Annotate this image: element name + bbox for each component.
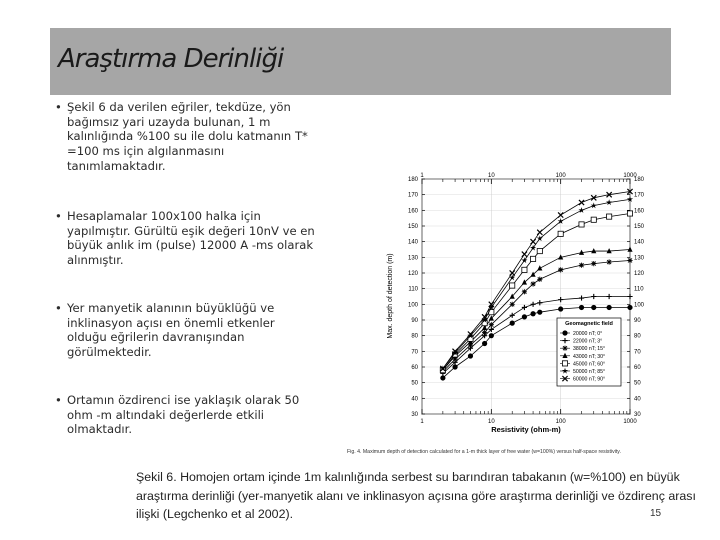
page-number: 15 xyxy=(650,508,662,519)
bullet-text: Şekil 6 da verilen eğriler, tekdüze, yön bağımsız yari uzayda bulunan, 1 m kalınlığında %100 su ile dolu katmanın T* =100 ms için algılanmasını tanımlamaktadır. xyxy=(67,100,308,173)
data-point xyxy=(489,333,494,338)
figure-caption: Fig. 4. Maximum depth of detection calculated for a 1-m thick layer of free water (w=100%) versus half-space resistivity. xyxy=(347,449,621,455)
data-point xyxy=(522,279,527,284)
legend-label: 45000 nT; 60° xyxy=(573,361,606,368)
data-point xyxy=(579,263,584,268)
data-point xyxy=(510,302,515,307)
data-point xyxy=(537,310,542,315)
bullet-dot-icon: • xyxy=(55,100,62,114)
bullet-dot-icon: • xyxy=(55,301,62,315)
x-tick-label-bottom: 100 xyxy=(555,419,566,425)
bullet-text: Hesaplamalar 100x100 halka için yapılmıştır. Gürültü eşik değeri 10nV ve en büyük anlık im (pulse) 12000 A -ms olarak alınmıştır. xyxy=(67,209,315,268)
bullet-dot-icon: • xyxy=(55,209,62,223)
y-tick-label-left: 130 xyxy=(407,255,418,262)
x-tick-label-top: 100 xyxy=(555,173,566,179)
data-point xyxy=(578,207,584,213)
y-tick-label-left: 80 xyxy=(411,333,418,340)
data-point xyxy=(558,297,563,302)
data-point xyxy=(489,322,494,327)
y-tick-label-right: 110 xyxy=(634,286,644,293)
data-point xyxy=(522,252,527,257)
data-point xyxy=(537,277,542,282)
data-point xyxy=(482,341,487,346)
data-point xyxy=(530,256,535,261)
y-tick-label-left: 140 xyxy=(407,239,418,246)
bullet-text: Yer manyetik alanının büyüklüğü ve inklinasyon açısı en önemli etkenler olduğu eğrilerin davranışından görülmektedir. xyxy=(67,301,275,360)
slide-title: Araştırma Derinliği xyxy=(58,44,284,74)
data-point xyxy=(468,353,473,358)
y-tick-label-left: 180 xyxy=(407,177,418,183)
title-bar xyxy=(50,28,671,95)
data-point xyxy=(510,313,515,318)
legend-marker xyxy=(562,330,567,335)
data-point xyxy=(537,248,542,253)
data-point xyxy=(522,314,527,319)
y-tick-label-left: 70 xyxy=(411,349,418,356)
x-axis-label: Resistivity (ohm-m) xyxy=(491,425,561,434)
bullet-dot-icon: • xyxy=(55,393,62,407)
data-point xyxy=(591,294,596,299)
data-point xyxy=(607,305,612,310)
legend-label: 43000 nT; 30° xyxy=(573,353,606,360)
figure xyxy=(325,168,670,460)
y-tick-label-right: 60 xyxy=(634,365,641,371)
y-tick-label-left: 90 xyxy=(411,318,418,324)
data-point xyxy=(537,265,542,270)
data-point xyxy=(579,305,584,310)
y-tick-label-right: 120 xyxy=(634,271,645,277)
y-tick-label-left: 30 xyxy=(411,412,418,418)
data-point xyxy=(591,305,596,310)
y-tick-label-right: 100 xyxy=(634,302,645,309)
y-tick-label-left: 110 xyxy=(408,286,418,293)
data-point xyxy=(558,231,563,236)
y-tick-label-left: 100 xyxy=(407,302,418,309)
data-point xyxy=(522,267,527,272)
y-tick-label-right: 150 xyxy=(634,224,645,230)
data-point xyxy=(482,321,487,326)
data-point xyxy=(537,300,542,305)
data-point xyxy=(530,281,535,286)
x-tick-label-top: 1 xyxy=(420,173,424,179)
legend-label: 50000 nT; 85° xyxy=(573,369,606,375)
y-tick-label-right: 90 xyxy=(634,318,641,324)
data-point xyxy=(530,302,535,307)
data-point xyxy=(579,200,584,205)
y-tick-label-left: 150 xyxy=(407,224,418,230)
data-point xyxy=(607,259,612,264)
data-point xyxy=(558,306,563,311)
y-tick-label-right: 40 xyxy=(634,396,641,403)
bullet-item xyxy=(55,393,317,437)
depth-resistivity-chart xyxy=(325,168,670,460)
y-tick-label-left: 160 xyxy=(407,208,418,215)
y-tick-label-right: 30 xyxy=(634,412,641,418)
data-point xyxy=(591,248,596,253)
y-tick-label-right: 160 xyxy=(634,208,645,215)
y-tick-label-right: 180 xyxy=(634,177,645,183)
x-tick-label-top: 1000 xyxy=(623,173,637,179)
y-tick-label-right: 140 xyxy=(634,239,645,246)
data-point xyxy=(591,261,596,266)
data-point xyxy=(530,311,535,316)
bullet-item xyxy=(55,301,317,360)
caption: Şekil 6. Homojen ortam içinde 1m kalınlığında serbest su barındıran tabakanın (w=%100) en büyük araştırma derinliği (yer-manyetik alanı ve inklinasyon açısına göre araştırma derinliği ve özdirenç arası ilişki (Legchenko et al 2002). xyxy=(136,470,696,522)
y-tick-label-right: 70 xyxy=(634,349,641,356)
y-tick-label-right: 50 xyxy=(634,380,641,387)
data-point xyxy=(627,211,632,216)
bullet-item xyxy=(55,100,317,174)
legend-label: 38000 nT; 15° xyxy=(573,346,606,353)
y-tick-label-left: 40 xyxy=(411,396,418,403)
data-point xyxy=(522,289,527,294)
y-tick-label-right: 170 xyxy=(634,192,645,199)
y-tick-label-right: 80 xyxy=(634,333,641,340)
data-point xyxy=(468,336,473,341)
data-point xyxy=(452,364,457,369)
y-tick-label-left: 120 xyxy=(407,271,418,277)
data-point xyxy=(482,330,487,335)
data-point xyxy=(591,217,596,222)
legend-marker xyxy=(562,361,567,366)
legend-marker xyxy=(562,346,567,351)
legend-label: 22000 nT; 3° xyxy=(573,338,603,345)
y-tick-label-left: 60 xyxy=(411,365,418,371)
x-tick-label-bottom: 1000 xyxy=(623,419,637,425)
data-point xyxy=(627,258,632,263)
y-tick-label-right: 130 xyxy=(634,255,645,262)
x-tick-label-top: 10 xyxy=(487,173,495,179)
data-point xyxy=(537,235,543,241)
y-axis-label: Max. depth of detection (m) xyxy=(387,253,394,339)
data-point xyxy=(627,305,632,310)
bullet-item xyxy=(55,209,317,268)
data-point xyxy=(522,305,527,310)
data-point xyxy=(440,375,445,380)
legend-label: 60000 nT; 90° xyxy=(573,376,606,383)
data-point xyxy=(607,294,612,299)
legend xyxy=(557,318,621,386)
data-point xyxy=(627,294,632,299)
legend-label: 20000 nT; 0° xyxy=(573,331,603,337)
legend-title: Geomagnetic field xyxy=(565,321,613,327)
x-tick-label-bottom: 10 xyxy=(487,419,495,425)
data-point xyxy=(579,222,584,227)
y-tick-label-left: 50 xyxy=(411,380,418,387)
bullet-text: Ortamın özdirenci ise yaklaşık olarak 50 ohm -m altındaki değerlerde etkili olmaktadır. xyxy=(67,393,300,437)
data-point xyxy=(558,267,563,272)
data-point xyxy=(510,283,515,288)
x-tick-label-bottom: 1 xyxy=(420,419,424,425)
y-tick-label-left: 170 xyxy=(407,192,418,199)
data-point xyxy=(537,230,542,235)
data-point xyxy=(579,295,584,300)
data-point xyxy=(607,214,612,219)
data-point xyxy=(627,247,632,252)
data-point xyxy=(510,321,515,326)
